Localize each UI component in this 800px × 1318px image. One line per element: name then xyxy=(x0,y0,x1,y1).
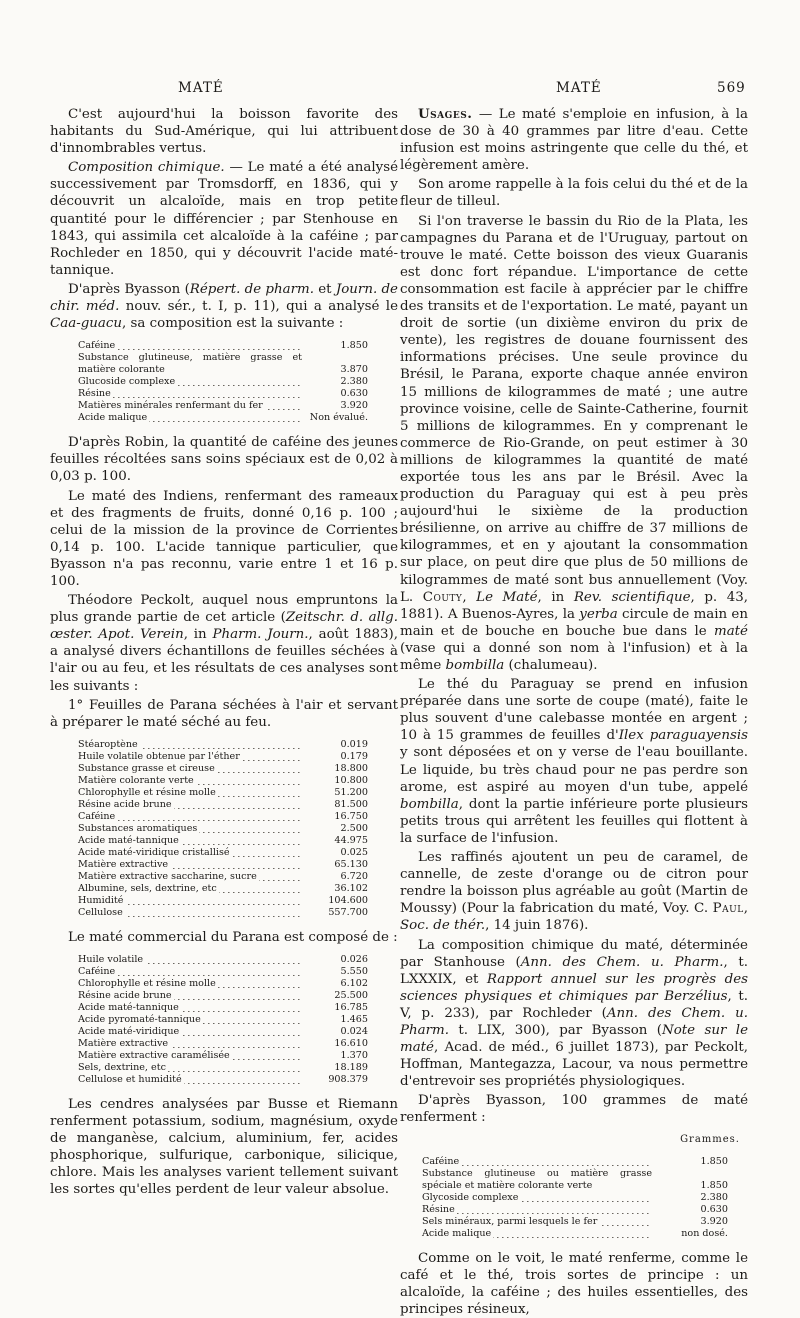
section-heading: Composition chimique. xyxy=(68,160,225,176)
component-value: non dosé. xyxy=(681,1227,728,1239)
table-row xyxy=(422,1204,728,1216)
table-row xyxy=(78,871,368,883)
component-name: Substances aromatiques xyxy=(78,822,198,834)
component-name: Acide pyromaté-tannique xyxy=(78,1013,201,1025)
component-name: Matières minérales renfermant du fer xyxy=(78,400,263,412)
component-name: Albumine, sels, dextrine, etc xyxy=(78,882,217,894)
component-name: Acide maté-tannique xyxy=(78,834,179,846)
component-value: 44.975 xyxy=(334,834,368,846)
paragraph: 1° Feuilles de Parana séchées à l'air et servant à préparer le maté séché au feu. xyxy=(50,697,398,730)
component-value: 16.610 xyxy=(334,1037,368,1049)
component-name: Substance grasse et cireuse xyxy=(78,762,215,774)
paragraph: C'est aujourd'hui la boisson favorite des habitants du Sud-Amérique, qui lui attribuent d'innombrables vertus. xyxy=(50,107,398,157)
table-row xyxy=(78,388,368,400)
table-row xyxy=(78,352,368,376)
table-row xyxy=(78,811,368,823)
component-name: Acide maté-viridique cristallisé xyxy=(78,846,230,858)
author-name: Paul xyxy=(712,901,744,917)
table-row xyxy=(78,1014,368,1026)
author-name: Couty xyxy=(422,589,463,605)
table-row xyxy=(78,376,368,388)
component-value: 16.785 xyxy=(334,1001,368,1013)
paragraph-composition: Composition chimique. — Le maté a été analysé successivement par Tromsdorff, en 1836, qui y découvrit un alcaloïde, mais en trop petite quantité pour le différencier ; par Stenhouse en 1843, qui assimila cet alcaloïde à la caféine ; par Rochleder en 1850, qui y découvrit l'acide maté-tannique. xyxy=(50,160,398,278)
table-row xyxy=(422,1216,728,1228)
component-value: 1.850 xyxy=(700,1155,728,1167)
component-value: 104.600 xyxy=(328,894,368,906)
component-name: Acide malique xyxy=(78,412,148,424)
paragraph-raffines: Les raffinés ajoutent un peu de caramel, de cannelle, de zeste d'orange ou de citron pour rendre la boisson plus agréable au goût (Martin de Moussy) (Pour la fabrication du maté, Voy. C. Paul, Soc. de thér., 14 juin 1876). xyxy=(400,850,748,934)
paragraph-byasson: D'après Byasson (Répert. de pharm. et Journ. de chir. méd. nouv. sér., t. I, p. 11), qui a analysé le Caa-guacu, sa composition est la suivante : xyxy=(50,281,398,332)
table-row xyxy=(422,1156,728,1168)
table-row xyxy=(78,1002,368,1014)
component-name: Caféine xyxy=(422,1155,460,1167)
running-title-left: MATÉ xyxy=(178,80,224,96)
component-name: Acide maté-tannique xyxy=(78,1001,179,1013)
paragraph: D'après Robin, la quantité de caféine des jeunes feuilles récoltées sans soins spéciaux est de 0,02 à 0,03 p. 100. xyxy=(50,435,398,485)
table-row xyxy=(78,954,368,966)
table-row xyxy=(78,412,368,424)
table-row xyxy=(78,739,368,751)
component-name: Humidité xyxy=(78,894,124,906)
component-name: Acide malique xyxy=(422,1227,492,1239)
component-name: Résine acide brune xyxy=(78,798,172,810)
paragraph: Comme on le voit, le maté renferme, comme le café et le thé, trois sortes de principe : un alcaloïde, la caféine ; des huiles essentielles, des principes résineux, xyxy=(400,1250,748,1317)
component-value: 18.189 xyxy=(334,1061,368,1073)
component-name: Substance glutineuse ou matière grasse spéciale et matière colorante verte xyxy=(422,1167,652,1191)
table-row xyxy=(78,895,368,907)
component-value: 0.630 xyxy=(700,1203,728,1215)
component-value: 65.130 xyxy=(334,858,368,870)
component-value: 51.200 xyxy=(334,786,368,798)
paragraph: Les cendres analysées par Busse et Riemann renferment potassium, sodium, magnésium, oxyde de manganèse, calcium, aluminium, fer, acides phosphorique, sulfurique, carbonique, silicique, chlore. Mais les analyses varient tellement suivant les sortes qu'elles perdent de leur valeur absolue. xyxy=(50,1096,398,1198)
composition-table-commercial xyxy=(78,954,368,1086)
paragraph: Son arome rappelle à la fois celui du thé et de la fleur de tilleul. xyxy=(400,177,748,210)
component-name: Huile volatile xyxy=(78,953,144,965)
table-row xyxy=(78,763,368,775)
component-value: 1.370 xyxy=(340,1049,368,1061)
table-row xyxy=(422,1168,728,1192)
component-name: Stéaroptène xyxy=(78,738,138,750)
page-number: 569 xyxy=(717,80,746,96)
species-name: Ilex paraguayensis xyxy=(618,728,748,744)
reference: Soc. de thér. xyxy=(400,918,486,934)
component-value: 1.850 xyxy=(340,340,368,352)
component-name: Acide maté-viridique xyxy=(78,1025,180,1037)
component-value: 0.026 xyxy=(340,953,368,965)
species-name: Caa-guacu xyxy=(50,316,123,332)
component-value: 557.700 xyxy=(328,906,368,918)
table-row xyxy=(78,751,368,763)
composition-table-byasson xyxy=(78,340,368,424)
table-row xyxy=(78,847,368,859)
paragraph-chemistry: La composition chimique du maté, déterminée par Stanhouse (Ann. des Chem. u. Pharm., t. LXXXIX, et Rapport annuel sur les progrès des sciences physiques et chimiques par Berzélius, t. V, p. 233), par Rochleder (Ann. des Chem. u. Pharm. t. LIX, 300), par Byasson (Note sur le maté, Acad. de méd., 6 juillet 1873), par Peckolt, Hoffman, Mantegazza, Lacour, va nous permettre d'entrevoir ses propriétés physiologiques. xyxy=(400,937,748,1090)
component-value: 1.850 xyxy=(700,1179,728,1191)
reference: Répert. de pharm. xyxy=(189,281,314,297)
component-name: Résine xyxy=(78,388,111,400)
table-row xyxy=(78,340,368,352)
component-name: Huile volatile obtenue par l'éther xyxy=(78,750,240,762)
component-name: Chlorophylle et résine molle xyxy=(78,786,216,798)
component-value: 25.500 xyxy=(334,989,368,1001)
component-value: 2.380 xyxy=(340,376,368,388)
running-head xyxy=(0,80,800,102)
table-row xyxy=(422,1228,728,1240)
component-value: 2.500 xyxy=(340,822,368,834)
component-name: Substance glutineuse, matière grasse et matière colorante xyxy=(78,352,302,376)
right-column xyxy=(400,106,748,1318)
table-row xyxy=(422,1192,728,1204)
component-name: Sels, dextrine, etc xyxy=(78,1061,166,1073)
table-row xyxy=(78,787,368,799)
component-value: 908.379 xyxy=(328,1073,368,1085)
component-name: Caféine xyxy=(78,965,116,977)
composition-table-parana-leaves xyxy=(78,739,368,919)
table-row xyxy=(78,1038,368,1050)
composition-table-byasson-grams xyxy=(422,1156,728,1240)
component-name: Matière extractive caramélisée xyxy=(78,1049,230,1061)
table-row xyxy=(78,1062,368,1074)
paragraph: Le maté commercial du Parana est composé de : xyxy=(68,929,398,945)
table-row xyxy=(78,966,368,978)
component-name: Glucoside complexe xyxy=(78,376,176,388)
component-value: 6.102 xyxy=(340,977,368,989)
table-row xyxy=(78,799,368,811)
section-heading: Usages. xyxy=(418,106,473,122)
component-value: 6.720 xyxy=(340,870,368,882)
component-value: 0.630 xyxy=(340,388,368,400)
paragraph: D'après Byasson, 100 grammes de maté renferment : xyxy=(400,1093,748,1126)
table-row xyxy=(78,400,368,412)
component-value: 18.800 xyxy=(334,762,368,774)
component-value: 0.019 xyxy=(340,738,368,750)
component-name: Cellulose xyxy=(78,906,123,918)
table-row xyxy=(78,1026,368,1038)
component-value: 5.550 xyxy=(340,965,368,977)
component-value: 81.500 xyxy=(334,798,368,810)
component-name: Caféine xyxy=(78,810,116,822)
component-name: Matière colorante verte xyxy=(78,774,194,786)
component-value: 0.179 xyxy=(340,750,368,762)
component-value: 1.465 xyxy=(340,1013,368,1025)
table-row xyxy=(78,1050,368,1062)
component-name: Chlorophylle et résine molle xyxy=(78,977,216,989)
component-value: 3.920 xyxy=(700,1215,728,1227)
table-row xyxy=(78,907,368,919)
component-name: Cellulose et humidité xyxy=(78,1073,182,1085)
component-value: 2.380 xyxy=(700,1191,728,1203)
component-value: 3.920 xyxy=(340,400,368,412)
paragraph-peckolt: Théodore Peckolt, auquel nous empruntons la plus grande partie de cet article (Zeitschr. d. allg. œster. Apot. Verein, in Pharm. Journ., août 1883), a analysé divers échantillons de feuilles séchées à l'air ou au feu, et les résultats de ces analyses sont les suivants : xyxy=(50,593,399,694)
table-row xyxy=(78,775,368,787)
component-name: Caféine xyxy=(78,340,116,352)
component-name: Sels minéraux, parmi lesquels le fer xyxy=(422,1215,598,1227)
table-row xyxy=(78,823,368,835)
table-row xyxy=(78,1074,368,1086)
reference: Journ. de chir. méd. xyxy=(50,281,398,315)
table-row xyxy=(78,883,368,895)
left-column xyxy=(50,106,398,1198)
table-row xyxy=(78,978,368,990)
component-name: Matière extractive xyxy=(78,1037,169,1049)
table-row xyxy=(78,859,368,871)
component-name: Matière extractive saccharine, sucre xyxy=(78,870,257,882)
paragraph-usages: Usages. — Le maté s'emploie en infusion, à la dose de 30 à 40 grammes par litre d'eau. Cette infusion est moins astringente que celle du thé, et légèrement amère. xyxy=(400,106,748,174)
component-value: 0.024 xyxy=(340,1025,368,1037)
component-value: 10.800 xyxy=(334,774,368,786)
table-row xyxy=(78,990,368,1002)
paragraph-trade: Si l'on traverse le bassin du Rio de la Plata, les campagnes du Parana et de l'Uruguay, partout on trouve le maté. Cette boisson des vieux Guaranis est donc fort répandue. L'importance de cette consommation est facile à apprécier par le chiffre des transits et de l'exportation. Le maté, payant un droit de sortie (un dixième environ du prix de vente), les registres de douane fournissent des informations précises. Une seule province du Brésil, le Parana, exporte chaque année environ 15 millions de kilogrammes de maté ; une autre province voisine, celle de Sainte-Catherine, fournit 5 millions de kilogrammes. En y comprenant le commerce de Rio-Grande, on peut estimer à 30 millions de kilogrammes la quantité de maté exportée tous les ans par le Brésil. Avec la production du Paraguay qui est à peu près aujourd'hui le sixième de la production brésilienne, on arrive au chiffre de 37 millions de kilogrammes, et en y ajoutant la consommation sur place, on peut dire que plus de 50 millions de kilogrammes de maté sont bus annuellement (Voy. L. Couty, Le Maté, in Rev. scientifique, p. 43, 1881). A Buenos-Ayres, la yerba circule de main en main et de bouche en bouche bue dans le maté (vase qui a donné son nom à l'infusion) et à la même bombilla (chalumeau). xyxy=(400,213,749,673)
table-row xyxy=(78,835,368,847)
component-name: Glycoside complexe xyxy=(422,1191,519,1203)
component-name: Résine xyxy=(422,1203,455,1215)
component-name: Matière extractive xyxy=(78,858,169,870)
component-value: 0.025 xyxy=(340,846,368,858)
table-unit-label: Grammes. xyxy=(680,1133,740,1145)
paragraph-preparation: Le thé du Paraguay se prend en infusion préparée dans une sorte de coupe (maté), faite le plus souvent d'une calebasse montée en argent ; 10 à 15 grammes de feuilles d'Ilex paraguayensis y sont déposées et on y verse de l'eau bouillante. Le liquide, bu très chaud pour ne pas perdre son arome, est aspiré au moyen d'un tube, appelé bombilla, dont la partie inférieure porte plusieurs petits trous qui arrêtent les feuilles qui flottent à la surface de l'infusion. xyxy=(400,677,748,846)
component-value: 16.750 xyxy=(334,810,368,822)
component-value: 3.870 xyxy=(340,364,368,376)
component-value: 36.102 xyxy=(334,882,368,894)
paragraph: Le maté des Indiens, renfermant des rameaux et des fragments de fruits, donné 0,16 p. 100 ; celui de la mission de la province de Corrientes 0,14 p. 100. L'acide tannique particulier, que Byasson n'a pas reconnu, varie entre 1 et 16 p. 100. xyxy=(50,488,398,589)
reference: Le Maté xyxy=(476,589,538,605)
component-value: Non évalué. xyxy=(309,412,368,424)
reference: Rev. scientifique xyxy=(573,589,691,605)
reference: Pharm. Journ. xyxy=(212,627,309,643)
component-name: Résine acide brune xyxy=(78,989,172,1001)
reference: Zeitschr. d. allg. œster. Apot. Verein xyxy=(50,610,399,643)
running-title-right: MATÉ xyxy=(556,80,602,96)
